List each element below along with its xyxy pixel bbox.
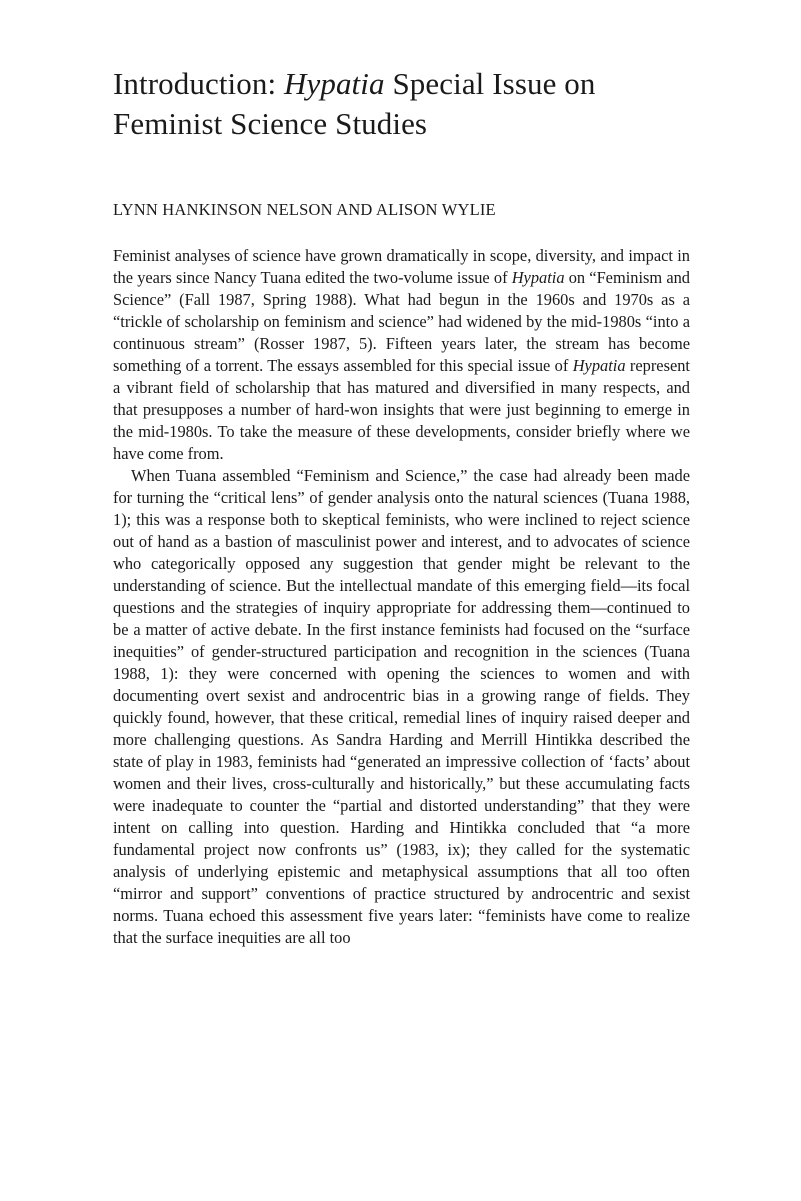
paragraph-1-segment-1: Feminist analyses of science have grown dramatically in scope, diversity, and impact in the years since Nancy Tuana edited the two-volume issue of [113,246,690,287]
paragraph-1 [113,245,690,465]
title-text-end: Special Issue on Feminist Science Studies [113,66,596,141]
title-text-start: Introduction: [113,66,285,101]
paragraph-1-segment-3: represent a vibrant field of scholarship that has matured and diversified in many respects, and that presupposes a number of hard-won insights that were just beginning to emerge in the mid-1980s. To take the measure of these developments, consider briefly where we have come from. [113,356,690,463]
article-authors: LYNN HANKINSON NELSON AND ALISON WYLIE [113,200,496,219]
paragraph-1-journal-name-2: Hypatia [572,356,626,375]
paragraph-1-journal-name-1: Hypatia [511,268,565,287]
article-page [113,64,690,949]
article-body [113,245,690,949]
article-title [113,64,690,144]
title-journal-name: Hypatia [284,66,385,101]
paragraph-2: When Tuana assembled “Feminism and Science,” the case had already been made for turning the “critical lens” of gender analysis onto the natural sciences (Tuana 1988, 1); this was a response both to skeptical feminists, who were inclined to reject science out of hand as a bastion of masculinist power and interest, and to advocates of science who categorically opposed any suggestion that gender might be relevant to the understanding of science. But the intellectual mandate of this emerging field—its focal questions and the strategies of inquiry appropriate for addressing them—continued to be a matter of active debate. In the first instance feminists had focused on the “surface inequities” of gender-structured participation and recognition in the sciences (Tuana 1988, 1): they were concerned with opening the sciences to women and with documenting overt sexist and androcentric bias in a growing range of fields. They quickly found, however, that these critical, remedial lines of inquiry raised deeper and more challenging questions. As Sandra Harding and Merrill Hintikka described the state of play in 1983, feminists had “generated an impressive collection of ‘facts’ about women and their lives, cross-culturally and historically,” but these accumulating facts were inadequate to counter the “partial and distorted understanding” that they were intent on calling into question. Harding and Hintikka concluded that “a more fundamental project now confronts us” (1983, ix); they called for the systematic analysis of underlying epistemic and metaphysical assumptions that all too often “mirror and support” conventions of practice structured by androcentric and sexist norms. Tuana echoed this assessment five years later: “feminists have come to realize that the surface inequities are all too [113,466,690,947]
paragraph-1-segment-2: on “Feminism and Science” (Fall 1987, Spring 1988). What had begun in the 1960s and 1970s as a “trickle of scholarship on feminism and science” had widened by the mid-1980s “into a continuous stream” (Rosser 1987, 5). Fifteen years later, the stream has become something of a torrent. The essays assembled for this special issue of [113,268,690,375]
